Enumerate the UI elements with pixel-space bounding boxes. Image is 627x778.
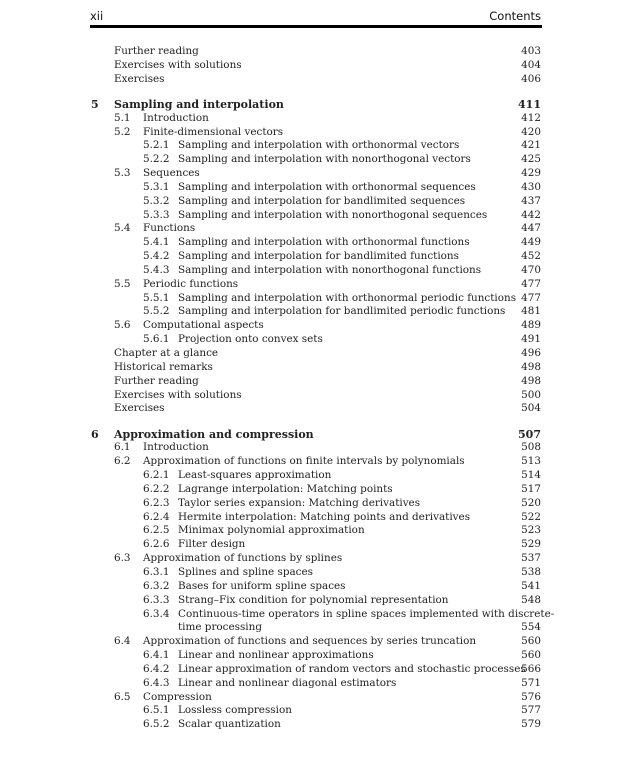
entry-title: Linear and nonlinear approximations [178, 649, 374, 662]
entry-number: 6.2.6 [143, 538, 170, 551]
toc-entry-sec[interactable] [90, 319, 541, 333]
toc-entry-chapter[interactable] [90, 98, 541, 112]
entry-title: Sampling and interpolation [114, 97, 284, 111]
entry-title: Introduction [143, 441, 209, 454]
entry-number: 6.3 [114, 552, 131, 565]
toc-entry-sub[interactable] [90, 139, 541, 153]
entry-number: 6.5.1 [143, 704, 170, 717]
entry-title: Sampling and interpolation with nonorthogonal vectors [178, 153, 471, 166]
entry-title: Finite-dimensional vectors [143, 125, 284, 138]
entry-number: 5.3 [114, 167, 131, 180]
entry-title: Sampling and interpolation for bandlimited functions [178, 250, 459, 263]
entry-number: 5.5.2 [143, 305, 170, 318]
toc-entry-sub[interactable] [90, 181, 541, 195]
entry-number: 5.5.1 [143, 291, 170, 304]
entry-title: Linear and nonlinear diagonal estimators [178, 676, 397, 689]
entry-page: 481 [521, 305, 541, 318]
entry-page: 513 [521, 455, 541, 468]
entry-number: 5.3.2 [143, 194, 170, 207]
entry-page: 537 [521, 552, 541, 565]
entry-page: 447 [521, 222, 541, 235]
toc-entry-sub[interactable] [90, 594, 541, 608]
entry-title: Introduction [143, 111, 209, 124]
entry-number: 6.3.1 [143, 565, 170, 578]
entry-title: Sequences [143, 167, 200, 180]
toc-entry-top[interactable] [90, 375, 541, 389]
toc-entry-sec[interactable] [90, 635, 541, 649]
entry-title: Sampling and interpolation with nonorthogonal sequences [178, 208, 488, 221]
header-rule [90, 25, 542, 28]
entry-page: 529 [521, 538, 541, 551]
entry-title: Linear approximation of random vectors and stochastic processes [178, 662, 526, 675]
entry-number: 6.3.4 [143, 607, 170, 620]
entry-page: 508 [521, 441, 541, 454]
toc-entry-sec[interactable] [90, 222, 541, 236]
entry-page: 554 [521, 621, 541, 634]
entry-title: Bases for uniform spline spaces [178, 579, 346, 592]
entry-page: 412 [521, 111, 541, 124]
toc-entry-sec[interactable] [90, 126, 541, 140]
toc-entry-sub[interactable] [90, 236, 541, 250]
entry-title: Exercises [114, 402, 165, 415]
entry-page: 425 [521, 153, 541, 166]
entry-number: 5.4.3 [143, 263, 170, 276]
entry-page: 498 [521, 360, 541, 373]
entry-number: 5.4.1 [143, 236, 170, 249]
entry-title: Sampling and interpolation with orthonormal sequences [178, 180, 476, 193]
toc-entry-sub[interactable] [90, 718, 541, 732]
entry-title: Taylor series expansion: Matching derivatives [178, 496, 421, 509]
entry-title: Minimax polynomial approximation [178, 524, 365, 537]
entry-title: Chapter at a glance [114, 347, 219, 360]
entry-number: 6 [91, 427, 99, 441]
entry-page: 489 [521, 319, 541, 332]
toc-entry-sub[interactable] [90, 511, 541, 525]
entry-page: 437 [521, 194, 541, 207]
entry-number: 5.5 [114, 277, 131, 290]
entry-page: 577 [521, 704, 541, 717]
toc-entry-top[interactable] [90, 389, 541, 403]
toc-entry-sub[interactable] [90, 292, 541, 306]
entry-page: 442 [521, 208, 541, 221]
entry-title: Sampling and interpolation with orthonormal functions [178, 236, 470, 249]
toc-entry-top[interactable] [90, 59, 541, 73]
toc-entry-top[interactable] [90, 73, 541, 87]
entry-number: 6.2.2 [143, 482, 170, 495]
entry-page: 470 [521, 263, 541, 276]
entry-page: 406 [521, 72, 541, 85]
entry-page: 429 [521, 167, 541, 180]
entry-page: 504 [521, 402, 541, 415]
entry-title: Lagrange interpolation: Matching points [178, 482, 393, 495]
entry-page: 477 [521, 291, 541, 304]
entry-number: 5.6.1 [143, 333, 170, 346]
toc-entry-sub[interactable] [90, 483, 541, 497]
entry-title: Filter design [178, 538, 246, 551]
entry-page: 571 [521, 676, 541, 689]
toc-entry-sec[interactable] [90, 441, 541, 455]
page-number: xii [90, 9, 104, 23]
entry-title: Sampling and interpolation for bandlimited sequences [178, 194, 466, 207]
entry-title: Projection onto convex sets [178, 333, 323, 346]
entry-number: 5 [91, 97, 99, 111]
entry-page: 449 [521, 236, 541, 249]
entry-title: Sampling and interpolation with orthonormal vectors [178, 139, 460, 152]
entry-number: 6.1 [114, 441, 131, 454]
entry-page: 491 [521, 333, 541, 346]
entry-page: 496 [521, 347, 541, 360]
entry-title: Scalar quantization [178, 718, 281, 731]
toc-entry-sec[interactable] [90, 455, 541, 469]
entry-title: Historical remarks [114, 360, 213, 373]
entry-page: 560 [521, 649, 541, 662]
toc-entry-sub[interactable] [90, 566, 541, 580]
entry-page: 514 [521, 469, 541, 482]
entry-number: 6.3.3 [143, 593, 170, 606]
entry-title: Approximation of functions by splines [143, 552, 343, 565]
toc-entry-sub[interactable] [90, 333, 541, 347]
entry-title: Sampling and interpolation with nonorthogonal functions [178, 263, 482, 276]
entry-title: Computational aspects [143, 319, 264, 332]
entry-page: 523 [521, 524, 541, 537]
toc-entry-sub[interactable] [90, 580, 541, 594]
toc-entry-sec[interactable] [90, 552, 541, 566]
entry-page: 576 [521, 690, 541, 703]
entry-title: Exercises [114, 72, 165, 85]
entry-title: Functions [143, 222, 196, 235]
toc-entry-sub[interactable] [90, 524, 541, 538]
entry-page: 421 [521, 139, 541, 152]
entry-title: Exercises with solutions [114, 388, 242, 401]
entry-title: Compression [143, 690, 212, 703]
toc-entry-sub[interactable] [90, 250, 541, 264]
table-of-contents [90, 45, 555, 732]
entry-page: 420 [521, 125, 541, 138]
toc-entry-sub[interactable] [90, 153, 541, 167]
entry-page: 548 [521, 593, 541, 606]
entry-number: 6.2.5 [143, 524, 170, 537]
entry-page: 507 [518, 427, 541, 441]
entry-number: 5.4 [114, 222, 131, 235]
toc-entry-sub[interactable] [90, 649, 541, 663]
entry-title: Hermite interpolation: Matching points and derivatives [178, 510, 471, 523]
entry-number: 5.1 [114, 111, 131, 124]
toc-entry-sub[interactable] [90, 264, 541, 278]
entry-number: 5.3.1 [143, 180, 170, 193]
entry-page: 411 [518, 97, 541, 111]
toc-entry-top[interactable] [90, 45, 541, 59]
entry-number: 5.2.2 [143, 153, 170, 166]
entry-page: 430 [521, 180, 541, 193]
toc-entry-sub[interactable] [90, 469, 541, 483]
entry-number: 6.4 [114, 635, 131, 648]
toc-entry-sub[interactable] [90, 607, 555, 622]
toc-entry-sec[interactable] [90, 278, 541, 292]
entry-number: 5.2.1 [143, 139, 170, 152]
toc-entry-sub[interactable] [90, 305, 541, 319]
entry-number: 5.3.3 [143, 208, 170, 221]
entry-number: 6.5.2 [143, 718, 170, 731]
entry-page: 520 [521, 496, 541, 509]
entry-page: 403 [521, 45, 541, 57]
entry-title: Exercises with solutions [114, 58, 242, 71]
entry-number: 6.4.2 [143, 662, 170, 675]
entry-page: 477 [521, 277, 541, 290]
entry-title: Least-squares approximation [178, 469, 332, 482]
toc-entry-sub[interactable] [90, 677, 541, 691]
toc-entry-sec[interactable] [90, 167, 541, 181]
entry-page: 522 [521, 510, 541, 523]
entry-page: 566 [521, 662, 541, 675]
entry-title: Periodic functions [143, 277, 239, 290]
toc-entry-sub[interactable] [90, 663, 541, 677]
entry-title: Splines and spline spaces [178, 565, 313, 578]
entry-number: 6.2.3 [143, 496, 170, 509]
entry-title: Sampling and interpolation with orthonormal periodic functions [178, 291, 517, 304]
entry-title: Strang–Fix condition for polynomial representation [178, 593, 449, 606]
entry-number: 6.4.1 [143, 649, 170, 662]
entry-title: Approximation of functions on finite intervals by polynomials [143, 455, 465, 468]
entry-page: 538 [521, 565, 541, 578]
toc-entry-sub[interactable] [90, 538, 541, 552]
entry-title: Approximation and compression [114, 427, 314, 441]
entry-number: 6.2.1 [143, 469, 170, 482]
entry-page: 517 [521, 482, 541, 495]
entry-page: 541 [521, 579, 541, 592]
entry-number: 6.2.4 [143, 510, 170, 523]
entry-title: Continuous-time operators in spline spaces implemented with discrete- [178, 607, 555, 620]
toc-entry-sub[interactable] [90, 704, 541, 718]
running-title: Contents [489, 9, 541, 23]
entry-page: 498 [521, 374, 541, 387]
entry-number: 5.4.2 [143, 250, 170, 263]
toc-entry-top[interactable] [90, 347, 541, 361]
entry-page: 500 [521, 388, 541, 401]
entry-number: 6.2 [114, 455, 131, 468]
toc-entry-sub[interactable] [90, 195, 541, 209]
entry-number: 5.6 [114, 319, 131, 332]
toc-entry-top[interactable] [90, 402, 541, 416]
entry-title-continuation: time processing [178, 621, 262, 634]
toc-entry-chapter[interactable] [90, 428, 541, 442]
entry-title: Further reading [114, 374, 199, 387]
toc-entry-continuation[interactable] [90, 621, 541, 635]
entry-page: 579 [521, 718, 541, 731]
toc-entry-sec[interactable] [90, 691, 541, 705]
toc-entry-top[interactable] [90, 361, 541, 375]
entry-title: Sampling and interpolation for bandlimited periodic functions [178, 305, 506, 318]
entry-title: Further reading [114, 45, 199, 57]
entry-page: 560 [521, 635, 541, 648]
entry-number: 6.4.3 [143, 676, 170, 689]
toc-entry-sub[interactable] [90, 209, 541, 223]
entry-number: 5.2 [114, 125, 131, 138]
entry-title: Approximation of functions and sequences by series truncation [143, 635, 477, 648]
entry-title: Lossless compression [178, 704, 292, 717]
toc-entry-sec[interactable] [90, 112, 541, 126]
entry-page: 452 [521, 250, 541, 263]
entry-number: 6.5 [114, 690, 131, 703]
toc-entry-sub[interactable] [90, 497, 541, 511]
entry-page: 404 [521, 58, 541, 71]
entry-number: 6.3.2 [143, 579, 170, 592]
